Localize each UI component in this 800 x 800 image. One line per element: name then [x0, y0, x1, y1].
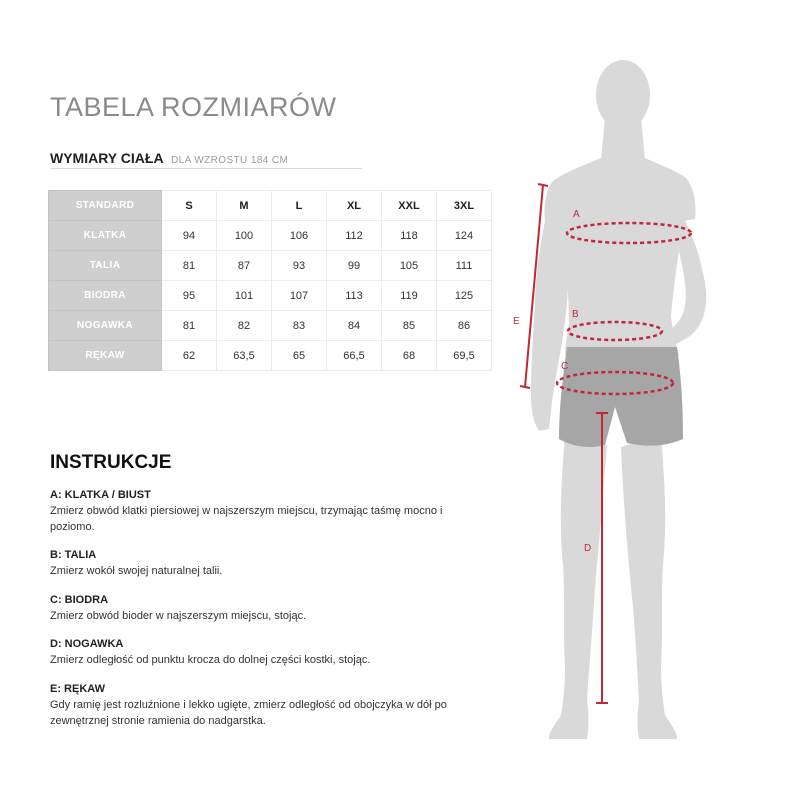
marker-a: A — [573, 209, 580, 220]
table-row — [49, 341, 492, 371]
figure-torso — [544, 157, 695, 355]
instruction-hips — [50, 593, 490, 624]
instruction-text: Zmierz odległość od punktu krocza do dolnej części kostki, stojąc. — [50, 654, 371, 666]
table-cell: 101 — [217, 281, 272, 311]
table-cell: 100 — [217, 221, 272, 251]
instruction-text: Zmierz obwód klatki piersiowej w najszerszym miejscu, trzymając taśmę mocno i poziomo. — [50, 505, 443, 533]
table-cell: 119 — [382, 281, 437, 311]
instruction-sleeve — [50, 682, 490, 729]
table-cell: 81 — [162, 251, 217, 281]
table-cell: 112 — [327, 221, 382, 251]
table-cell: 86 — [437, 311, 492, 341]
section-subtitle — [50, 150, 362, 169]
instruction-text: Gdy ramię jest rozluźnione i lekko ugięte, zmierz odległość od obojczyka w dół po zewnętrznej stronie ramienia do nadgarstka. — [50, 699, 447, 727]
figure-right-leg — [621, 435, 677, 739]
instruction-leg — [50, 637, 490, 668]
row-label: BIODRA — [49, 281, 162, 311]
table-row — [49, 281, 492, 311]
size-header: S — [162, 191, 217, 221]
subtitle-note: DLA WZROSTU 184 CM — [171, 155, 289, 166]
figure-shorts — [559, 347, 683, 447]
instruction-heading: E: RĘKAW — [50, 683, 105, 695]
table-cell: 82 — [217, 311, 272, 341]
table-cell: 105 — [382, 251, 437, 281]
table-cell: 124 — [437, 221, 492, 251]
table-cell: 84 — [327, 311, 382, 341]
sleeve-line-cap-top — [538, 184, 548, 186]
sleeve-line-cap-bottom — [520, 386, 530, 388]
marker-b: B — [572, 309, 579, 320]
table-cell: 95 — [162, 281, 217, 311]
figure-neck — [601, 117, 645, 161]
table-cell: 81 — [162, 311, 217, 341]
size-header: M — [217, 191, 272, 221]
instruction-heading: A: KLATKA / BIUST — [50, 489, 151, 501]
table-cell: 107 — [272, 281, 327, 311]
table-cell: 87 — [217, 251, 272, 281]
row-label: TALIA — [49, 251, 162, 281]
subtitle-main: WYMIARY CIAŁA — [50, 150, 164, 166]
table-cell: 118 — [382, 221, 437, 251]
marker-e: E — [513, 316, 520, 327]
table-cell: 106 — [272, 221, 327, 251]
marker-c: C — [561, 361, 569, 372]
instruction-text: Zmierz wokół swojej naturalnej talii. — [50, 565, 223, 577]
table-cell: 62 — [162, 341, 217, 371]
row-label: NOGAWKA — [49, 311, 162, 341]
table-row — [49, 311, 492, 341]
marker-d: D — [584, 543, 592, 554]
page-title: TABELA ROZMIARÓW — [50, 92, 337, 122]
instruction-text: Zmierz obwód bioder w najszerszym miejscu, stojąc. — [50, 610, 307, 622]
instruction-chest — [50, 488, 490, 535]
table-cell: 93 — [272, 251, 327, 281]
instruction-waist — [50, 548, 490, 579]
table-cell: 113 — [327, 281, 382, 311]
instruction-heading: C: BIODRA — [50, 594, 109, 606]
table-cell: 83 — [272, 311, 327, 341]
figure-left-leg — [549, 435, 607, 739]
table-cell: 68 — [382, 341, 437, 371]
instructions-title: INSTRUKCJE — [50, 452, 172, 473]
row-label: KLATKA — [49, 221, 162, 251]
table-cell: 125 — [437, 281, 492, 311]
table-cell: 85 — [382, 311, 437, 341]
row-label: RĘKAW — [49, 341, 162, 371]
size-header: XXL — [382, 191, 437, 221]
table-cell: 63,5 — [217, 341, 272, 371]
size-header: XL — [327, 191, 382, 221]
size-table — [48, 190, 492, 371]
instruction-heading: B: TALIA — [50, 549, 97, 561]
body-figure — [505, 55, 715, 775]
table-cell: 66,5 — [327, 341, 382, 371]
table-row — [49, 251, 492, 281]
table-row — [49, 221, 492, 251]
size-header: 3XL — [437, 191, 492, 221]
size-header: L — [272, 191, 327, 221]
table-cell: 69,5 — [437, 341, 492, 371]
table-header-label: STANDARD — [49, 191, 162, 221]
instruction-heading: D: NOGAWKA — [50, 638, 124, 650]
table-cell: 111 — [437, 251, 492, 281]
table-cell: 94 — [162, 221, 217, 251]
table-header-row — [49, 191, 492, 221]
table-cell: 65 — [272, 341, 327, 371]
table-cell: 99 — [327, 251, 382, 281]
